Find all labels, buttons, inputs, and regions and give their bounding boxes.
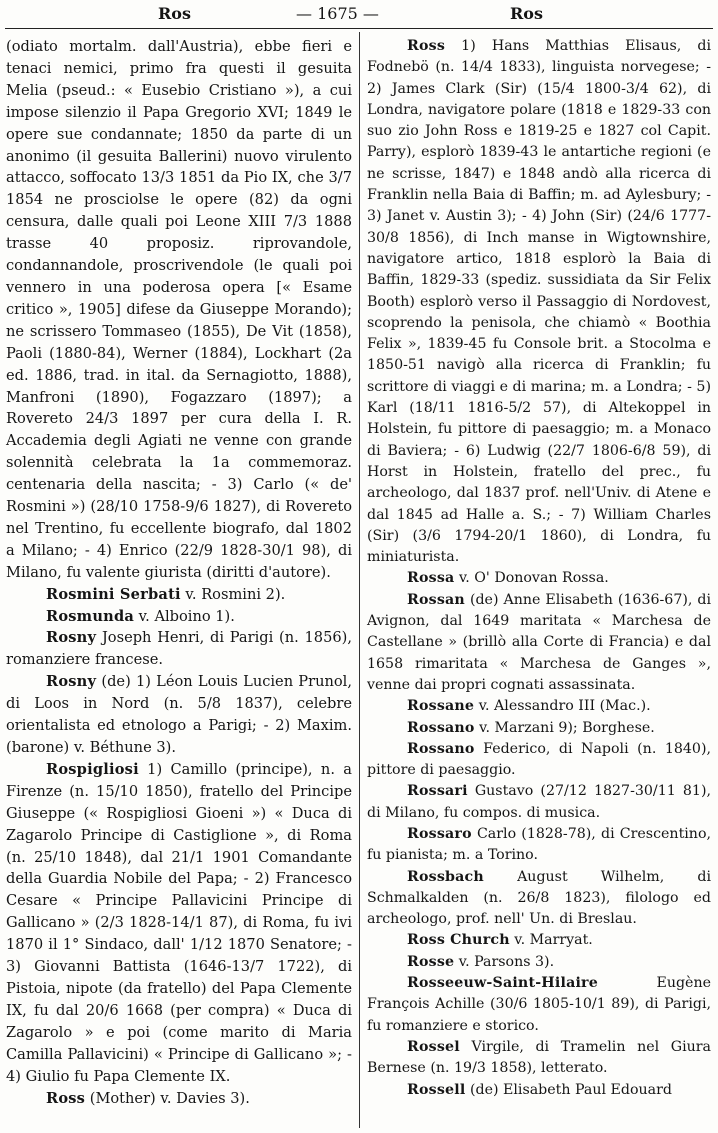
entry-text: August Wilhelm, di Schmalkalden (n. 26/8 1823), filologo ed archeologo, prof. nell' Un. di Breslau.: [367, 868, 711, 928]
entry-headword: Rosse: [407, 953, 455, 970]
entry-text: (de) Anne Elisabeth (1636-67), di Avignon, dal 1649 maritata « Marchesa de Castellane » (brillò alla Corte di Francia) e dal 1658 rimaritata « Marchesa de Ganges », venne dai propri cognati assassinata.: [367, 591, 711, 693]
entry-text: v. Marryat.: [514, 932, 593, 949]
entry-headword: Rossbach: [407, 868, 484, 885]
right-column: [367, 36, 711, 1101]
entry-text: Gustavo (27/12 1827-30/11 81), di Milano, fu compos. di musica.: [367, 783, 711, 821]
entry-headword: Rossari: [407, 783, 468, 800]
entry-text: (de) 1) Léon Louis Lucien Prunol, di Loos in Nord (n. 5/8 1837), celebre orientalista ed etnologo a Parigi; - 2) Maxim. (barone) v. Béthune 3).: [6, 673, 352, 756]
entry-text: v. O' Donovan Rossa.: [458, 570, 609, 587]
entry-headword: Rossa: [407, 570, 455, 587]
dictionary-entry: [367, 739, 711, 782]
entry-text: v. Parsons 3).: [458, 953, 555, 970]
entry-headword: Rossane: [407, 698, 475, 715]
dictionary-entry: [6, 36, 352, 584]
entry-headword: Ross: [46, 1089, 86, 1107]
dictionary-entry: [367, 696, 711, 717]
running-head-right: Ros: [510, 4, 543, 23]
entry-headword: Rossano: [407, 719, 475, 736]
entry-headword: Rosny: [46, 673, 97, 691]
page-number: — 1675 —: [296, 4, 379, 23]
entry-headword: Rosseeuw-Saint-Hilaire: [407, 975, 598, 992]
entry-text: Virgile, di Tramelin nel Giura Bernese (n. 19/3 1858), letterato.: [367, 1038, 712, 1077]
entry-text: (de) Elisabeth Paul Edouard: [469, 1081, 672, 1098]
dictionary-entry: [6, 759, 352, 1088]
entry-text: (odiato mortalm. dall'Austria), ebbe fieri e tenaci nemici, primo fra questi il gesuita Melia (pseud.: « Eusebio Cristiano »), a cui impose silenzio il Papa Gregorio XVI; 1849 le opere sue condannate; 1850 da parte di un anonimo (il gesuita Ballerini) nuovo virulento attacco, soffocato 13/3 1851 da Pio IX, che 3/7 1854 ne prosciolse le opere (82) da ogni censura, dalle quali poi Leone XIII 7/3 1888 trasse 40 proposiz. riprovandole, condannandole, proscrivendole (le quali poi vennero in una poderosa opera [« Esame critico », 1905] difese da Giuseppe Morando); ne scrissero Tommaseo (1855), De Vit (1858), Paoli (1880-84), Werner (1884), Lockhart (2a ed. 1886, trad. in ital. da Sernagiotto, 1888), Manfroni (1890), Fogazzaro (1897); a Rovereto 24/3 1897 per cura della I. R. Accademia degli Agiati ne venne con grande solennità celebrata la 1a commemoraz. centenaria della nascita; - 3) Carlo (« de' Rosmini ») (28/10 1758-9/6 1827), di Rovereto nel Trentino, fu eccellente biografo, dal 1802 a Milano; - 4) Enrico (22/9 1828-30/1 98), di Milano, fu valente giurista (diritti d'autore).: [6, 38, 352, 581]
entry-headword: Rosmunda: [46, 607, 135, 625]
entry-text: Federico, di Napoli (n. 1840), pittore di paesaggio.: [367, 740, 711, 779]
entry-text: v. Alessandro III (Mac.).: [478, 698, 651, 715]
dictionary-entry: [367, 867, 711, 931]
entry-headword: Rossaro: [407, 825, 472, 842]
entry-text: v. Rosmini 2).: [185, 585, 286, 603]
column-divider: [359, 32, 360, 1128]
entry-headword: Rossell: [407, 1081, 466, 1098]
dictionary-entry: [6, 584, 352, 606]
left-column: [6, 36, 352, 1109]
dictionary-entry: [367, 930, 711, 951]
entry-headword: Rosny: [46, 629, 97, 647]
page-header: [0, 4, 718, 26]
entry-headword: Rossan: [407, 591, 465, 608]
dictionary-entry: [367, 824, 711, 867]
entry-text: 1) Hans Matthias Elisaus, di Fodnebö (n. 14/4 1833), linguista norvegese; - 2) James Clark (Sir) (15/4 1800-3/4 62), di Londra, navigatore polare (1818 e 1829-33 con suo zio John Ross e 1819-25 e 1827 col Capit. Parry), esplorò 1839-43 le antartiche regioni (e ne scrisse, 1847) e 1848 andò alla ricerca di Franklin nella Baia di Baffin; m. ad Aylesbury; - 3) Janet v. Austin 3); - 4) John (Sir) (24/6 1777-30/8 1856), di Inch manse in Wigtownshire, navigatore artico, 1818 esplorò la Baia di Baffin, 1829-33 (spediz. sussidiata da Sir Felix Booth) esplorò verso il Passaggio di Nordovest, scoprendo la penisola, che chiamò « Boothia Felix », 1839-45 fu Console brit. a Stocolma e 1850-51 navigò alla ricerca di Franklin; fu scrittore di viaggi e di marina; m. a Londra; - 5) Karl (18/11 1816-5/2 57), di Altekoppel in Holstein, fu pittore di paesaggio; m. a Monaco di Baviera; - 6) Ludwig (22/7 1806-6/8 59), di Horst in Holstein, fratello del prec., fu archeologo, dal 1837 prof. nell'Univ. di Atene e dal 1845 ad Halle a. S.; - 7) William Charles (Sir) (3/6 1794-20/1 1860), di Londra, fu miniaturista.: [367, 38, 712, 566]
entry-headword: Ross: [407, 38, 446, 54]
dictionary-entry: [6, 1088, 352, 1110]
dictionary-entry: [367, 718, 711, 739]
entry-text: Joseph Henri, di Parigi (n. 1856), romanziere francese.: [6, 629, 352, 669]
dictionary-entry: [6, 627, 352, 671]
dictionary-entry: [367, 590, 711, 696]
dictionary-entry: [367, 952, 711, 973]
entry-text: (Mother) v. Davies 3).: [89, 1089, 250, 1107]
dictionary-entry: [367, 973, 711, 1037]
entry-text: 1) Camillo (principe), n. a Firenze (n. 15/10 1850), fratello del Principe Giuseppe (« Rospigliosi Gioeni ») « Duca di Zagarolo Principe di Castiglione », di Roma (n. 25/10 1848), dal 21/1 1901 Comandante della Guardia Nobile del Papa; - 2) Francesco Cesare « Principe Pallavicini Principe di Gallicano » (2/3 1828-14/1 87), di Roma, fu ivi 1870 il 1° Sindaco, dall' 1/12 1870 Senatore; - 3) Giovanni Battista (1646-13/7 1722), di Pistoia, nipote (da fratello) del Papa Clemente IX, fu dal 20/6 1668 (per compra) « Duca di Zagarolo » e poi (come marito di Maria Camilla Pallavicini) « Principe di Gallicano »; - 4) Giulio fu Papa Clemente IX.: [6, 760, 353, 1085]
entry-text: v. Marzani 9); Borghese.: [479, 719, 655, 736]
running-head-left: Ros: [158, 4, 191, 23]
dictionary-entry: [6, 671, 352, 759]
entry-headword: Rosmini Serbati: [46, 585, 181, 603]
entry-headword: Ross Church: [407, 932, 510, 949]
entry-text: Carlo (1828-78), di Crescentino, fu pianista; m. a Torino.: [367, 825, 711, 864]
dictionary-entry: [367, 1080, 711, 1101]
header-rule: [5, 28, 713, 29]
dictionary-entry: [367, 568, 711, 589]
entry-text: Eugène François Achille (30/6 1805-10/1 89), di Parigi, fu romanziere e storico.: [367, 975, 711, 1034]
dictionary-entry: [367, 1037, 711, 1080]
entry-headword: Rospigliosi: [46, 760, 139, 778]
entry-headword: Rossel: [407, 1038, 460, 1055]
entry-headword: Rossano: [407, 740, 475, 757]
dictionary-entry: [6, 606, 352, 628]
entry-text: v. Alboino 1).: [138, 607, 235, 625]
dictionary-entry: [367, 36, 711, 568]
dictionary-entry: [367, 781, 711, 824]
